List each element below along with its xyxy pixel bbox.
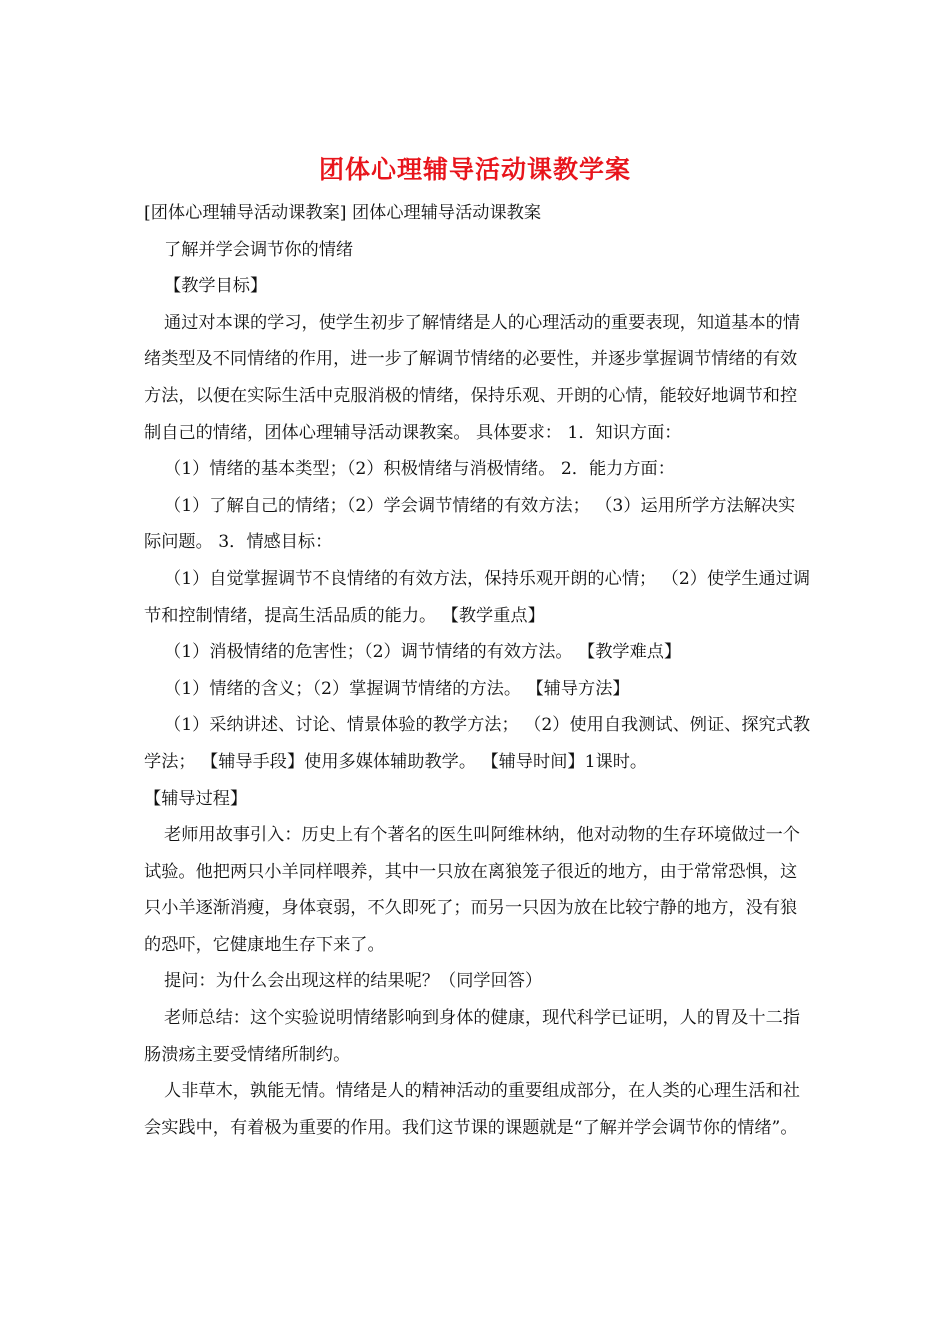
paragraph: 老师总结：这个实验说明情绪影响到身体的健康，现代科学已证明，人的胃及十二指肠溃疡主要受情绪所制约。 — [144, 1008, 800, 1065]
paragraph: 通过对本课的学习，使学生初步了解情绪是人的心理活动的重要表现，知道基本的情绪类型及不同情绪的作用，进一步了解调节情绪的必要性，并逐步掌握调节情绪的有效方法，以便在实际生活中克服消极的情绪，保持乐观、开朗的心情，能较好地调节和控制自己的情绪，团体心理辅导活动课教案。 具体要求： 1．知识方面： — [144, 312, 800, 443]
document-title: 团体心理辅导活动课教学案 — [318, 155, 631, 184]
paragraph: （1）了解自己的情绪；（2）学会调节情绪的有效方法； （3）运用所学方法解决实际问题。 3．情感目标： — [144, 495, 796, 553]
document-body — [144, 195, 812, 1146]
paragraph: 【辅导过程】 — [144, 788, 248, 809]
paragraph: （1）情绪的基本类型；（2）积极情绪与消极情绪。 2．能力方面： — [164, 459, 675, 480]
paragraph: （1）情绪的含义；（2）掌握调节情绪的方法。 【辅导方法】 — [164, 678, 630, 699]
paragraph: 老师用故事引入：历史上有个著名的医生叫阿维林纳，他对动物的生存环境做过一个试验。他把两只小羊同样喂养，其中一只放在离狼笼子很近的地方，由于常常恐惧，这只小羊逐渐消瘦，身体衰弱，不久即死了；而另一只因为放在比较宁静的地方，没有狼的恐吓，它健康地生存下来了。 — [144, 825, 800, 955]
paragraph: 人非草木，孰能无情。情绪是人的精神活动的重要组成部分，在人类的心理生活和社会实践中，有着极为重要的作用。我们这节课的课题就是“了解并学会调节你的情绪”。 — [144, 1081, 800, 1138]
paragraph: 提问：为什么会出现这样的结果呢？（同学回答） — [164, 971, 543, 992]
paragraph: 【教学目标】 — [164, 276, 268, 297]
paragraph: 了解并学会调节你的情绪 — [164, 239, 354, 260]
paragraph: （1）消极情绪的危害性；（2）调节情绪的有效方法。 【教学难点】 — [164, 642, 682, 663]
paragraph: [团体心理辅导活动课教案] 团体心理辅导活动课教案 — [144, 203, 542, 223]
paragraph: （1）采纳讲述、讨论、情景体验的教学方法； （2）使用自我测试、例证、探究式教学法； 【辅导手段】使用多媒体辅助教学。 【辅导时间】1课时。 — [144, 715, 811, 772]
paragraph: （1）自觉掌握调节不良情绪的有效方法，保持乐观开朗的心情； （2）使学生通过调节和控制情绪，提高生活品质的能力。 【教学重点】 — [144, 568, 811, 626]
